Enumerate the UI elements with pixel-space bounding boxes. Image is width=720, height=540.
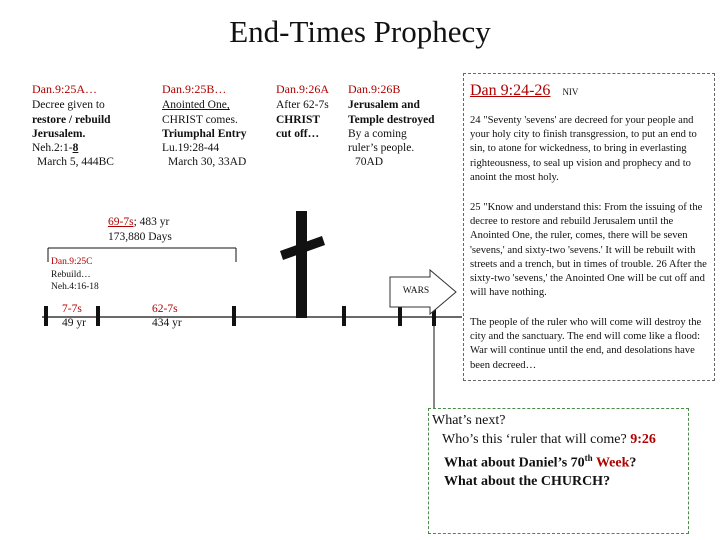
scripture-verse-25-26: 25 "Know and understand this: From the issuing of the decree to restore and rebuild Jerusalem until the Anointed One, the ruler, comes, there will be seven 'sevens,' and sixty-two 'sevens.' It will be rebuilt with streets and a trench, but in times of trouble. 26 After the sixty-two 'sevens,' the Anointed One will be cut off and will have nothing.: [470, 202, 707, 299]
span-days: 173,880 Days: [108, 231, 172, 243]
cut-off-line-1: After 62-7s: [276, 99, 329, 112]
decree-neh-ref: Neh.2:1-: [32, 142, 73, 155]
cut-off-line-3: cut off…: [276, 127, 320, 140]
decree-ref: Dan.9:25A…: [32, 82, 97, 96]
temple-destroyed-line-1: Jerusalem and: [348, 99, 420, 112]
christ-comes-ref: Dan.9:25B…: [162, 82, 227, 96]
cross-post: [296, 211, 307, 318]
seventieth-week-qmark: ?: [629, 455, 637, 471]
tick-33ad: [232, 306, 236, 326]
span-years: ; 483 yr: [133, 216, 170, 228]
decree-line-1: Decree given to: [32, 99, 105, 112]
rebuild-line-2: Neh.4:16-18: [51, 282, 99, 292]
christ-comes-line-4: Lu.19:28-44: [162, 142, 220, 155]
church-question: What about the CHURCH?: [444, 474, 611, 490]
christ-comes-line-3: Triumphal Entry: [162, 127, 247, 140]
page-title: End-Times Prophecy: [229, 14, 491, 49]
wars-label: WARS: [402, 286, 430, 296]
decree-date: March 5, 444BC: [37, 156, 114, 169]
tick-cut-off: [342, 306, 346, 326]
decree-line-2: restore / rebuild: [32, 113, 111, 126]
rebuild-line-1: Rebuild…: [51, 269, 91, 280]
christ-comes-line-1: Anointed One,: [162, 99, 230, 112]
whats-next-heading: What’s next?: [432, 413, 506, 428]
rebuild-ref: Dan.9:25C: [51, 257, 93, 267]
scripture-verse-26b: The people of the ruler who will come will destroy the city and the sanctuary. The end will come like a flood: War will continue until the end, and desolations have been decreed…: [470, 317, 702, 371]
seventieth-week-word: Week: [595, 455, 630, 471]
segment-1-weeks: 7-7s: [62, 303, 82, 315]
segment-2-weeks: 62-7s: [152, 303, 178, 315]
scripture-verse-24: 24 "Seventy 'sevens' are decreed for your people and your holy city to finish transgression, to put an end to sin, to atone for wickedness, to bring in everlasting righteousness, to seal up vision and prophecy and to anoint the most holy.: [470, 115, 697, 183]
segment-1-years: 49 yr: [62, 317, 86, 330]
tick-70ad: [398, 306, 402, 326]
segment-1: [62, 302, 102, 331]
cut-off-ref: Dan.9:26A: [276, 82, 329, 96]
decree-line-3: Jerusalem.: [32, 127, 86, 140]
temple-destroyed-line-3: By a coming: [348, 127, 407, 140]
scripture-ref: Dan 9:24-26: [470, 82, 551, 99]
ruler-question-text: Who’s this ‘ruler that will come?: [442, 431, 627, 447]
span-weeks: 69-7s: [108, 216, 134, 228]
whats-next-text: [432, 412, 687, 492]
seventieth-week-question: [432, 449, 687, 473]
cut-off-line-2: CHRIST: [276, 113, 321, 126]
temple-destroyed-line-4: ruler’s people.: [348, 142, 415, 155]
scripture-version: NIV: [562, 87, 579, 97]
seventieth-week-text: What about Daniel’s 70: [444, 455, 585, 471]
segment-2-years: 434 yr: [152, 317, 182, 330]
temple-destroyed-line-2: Temple destroyed: [348, 113, 435, 126]
temple-destroyed-ref: Dan.9:26B: [348, 82, 401, 96]
segment-2: [152, 302, 212, 331]
christ-comes-line-2: CHRIST comes.: [162, 113, 238, 126]
ruler-question: [432, 431, 687, 450]
tick-444bc: [44, 306, 48, 326]
ruler-question-ref: 9:26: [630, 431, 656, 447]
seventieth-week-sup: th: [584, 453, 593, 464]
temple-destroyed-date: 70AD: [355, 156, 384, 169]
christ-comes-date: March 30, 33AD: [168, 156, 247, 169]
decree-neh-verse: 8: [72, 142, 79, 155]
